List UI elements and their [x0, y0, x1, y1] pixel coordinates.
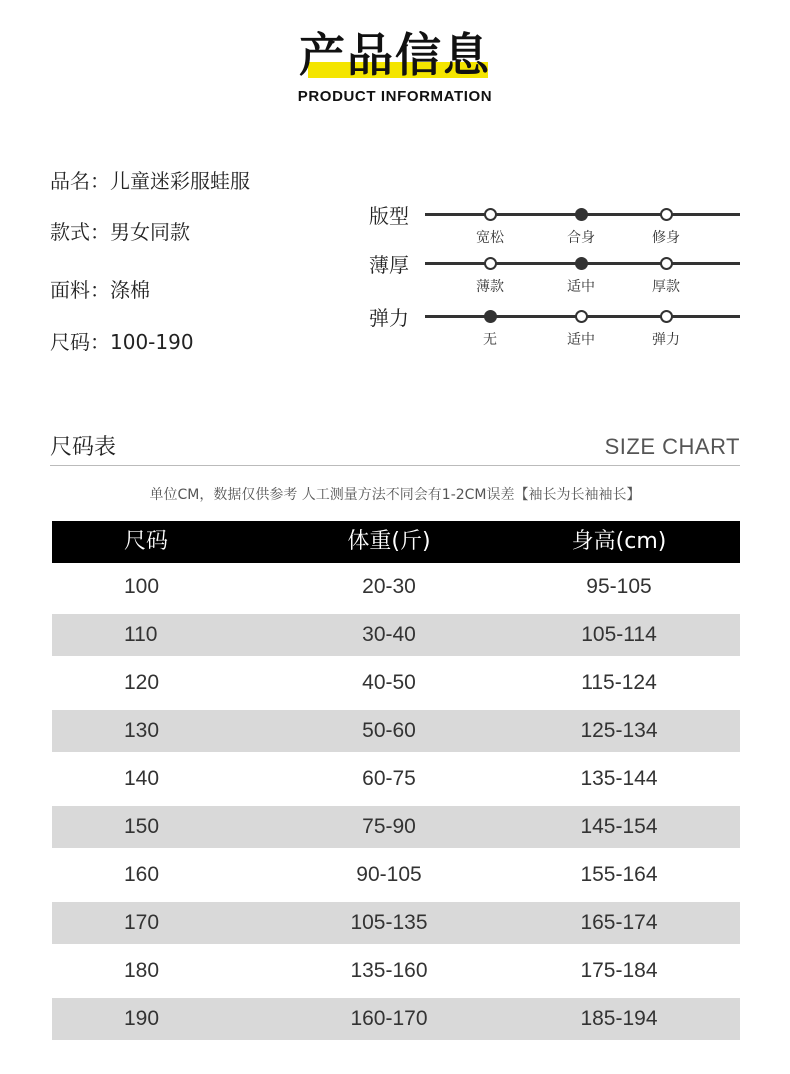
- scale-label: 版型: [369, 204, 409, 228]
- scale-marker: [484, 257, 497, 270]
- scale-label: 薄厚: [369, 253, 409, 277]
- cell-size: 120: [124, 671, 160, 694]
- cell-size: 140: [124, 767, 160, 790]
- cell-weight: 160-170: [350, 1007, 428, 1030]
- header-weight: 体重(斤): [347, 529, 431, 554]
- table-row: [52, 854, 740, 896]
- cell-size: 170: [124, 911, 160, 934]
- cell-weight: 60-75: [362, 767, 416, 790]
- scale-label: 弹力: [369, 306, 409, 330]
- cell-size: 180: [124, 959, 160, 982]
- scale-option-label: 合身: [567, 230, 595, 246]
- scale-option-label: 无: [483, 332, 497, 348]
- cell-height: 155-164: [580, 863, 658, 886]
- cell-size: 130: [124, 719, 160, 742]
- scale-option-label: 薄款: [476, 279, 504, 295]
- cell-height: 175-184: [580, 959, 658, 982]
- cell-weight: 90-105: [356, 863, 422, 886]
- cell-size: 110: [124, 623, 158, 646]
- divider: [50, 465, 740, 466]
- scale-marker: [660, 257, 673, 270]
- scale-option-label: 适中: [567, 279, 595, 295]
- table-row: [52, 662, 740, 704]
- table-row: [52, 710, 740, 752]
- cell-height: 95-105: [586, 575, 652, 598]
- header-height: 身高(cm): [571, 529, 667, 554]
- table-row: [52, 950, 740, 992]
- size-chart-title-en: SIZE CHART: [604, 434, 740, 459]
- size-chart-note: 单位CM，数据仅供参考 人工测量方法不同会有1-2CM误差【袖长为长袖袖长】: [149, 487, 641, 503]
- cell-height: 185-194: [580, 1007, 658, 1030]
- header-size: 尺码: [124, 529, 169, 554]
- cell-size: 190: [124, 1007, 160, 1030]
- info-fabric: 面料：涤棉: [50, 278, 150, 302]
- scale-marker: [660, 208, 673, 221]
- cell-height: 165-174: [580, 911, 658, 934]
- cell-weight: 135-160: [350, 959, 428, 982]
- size-chart-title: 尺码表: [50, 435, 117, 460]
- table-header: [52, 521, 740, 563]
- scale-option-label: 修身: [652, 230, 680, 246]
- cell-weight: 20-30: [362, 575, 416, 598]
- cell-size: 150: [124, 815, 160, 838]
- cell-height: 125-134: [580, 719, 658, 742]
- scale-option-label: 厚款: [652, 279, 680, 295]
- cell-size: 100: [124, 575, 160, 598]
- scale-marker: [660, 310, 673, 323]
- title-block: [0, 28, 790, 82]
- cell-height: 105-114: [581, 623, 657, 646]
- scale-marker: [575, 310, 588, 323]
- cell-weight: 30-40: [362, 623, 416, 646]
- table-row: [52, 998, 740, 1040]
- cell-height: 115-124: [581, 671, 657, 694]
- table-row: [52, 806, 740, 848]
- info-style: 款式：男女同款: [50, 220, 190, 244]
- cell-weight: 105-135: [350, 911, 428, 934]
- cell-size: 160: [124, 863, 160, 886]
- cell-height: 135-144: [580, 767, 658, 790]
- cell-height: 145-154: [580, 815, 658, 838]
- cell-weight: 50-60: [362, 719, 416, 742]
- table-row: [52, 614, 740, 656]
- scale-option-label: 适中: [567, 332, 595, 348]
- scale-marker-selected: [484, 310, 497, 323]
- page-title: 产品信息: [299, 28, 491, 82]
- table-row: [52, 566, 740, 608]
- cell-weight: 40-50: [362, 671, 416, 694]
- scale-marker-selected: [575, 208, 588, 221]
- scale-marker-selected: [575, 257, 588, 270]
- scale-marker: [484, 208, 497, 221]
- info-product-name: 品名：儿童迷彩服蛙服: [50, 169, 250, 193]
- table-row: [52, 902, 740, 944]
- cell-weight: 75-90: [362, 815, 416, 838]
- page-subtitle: PRODUCT INFORMATION: [297, 88, 493, 105]
- scale-option-label: 弹力: [652, 332, 680, 348]
- scale-option-label: 宽松: [476, 230, 504, 246]
- info-size: 尺码：100-190: [50, 330, 194, 354]
- table-row: [52, 758, 740, 800]
